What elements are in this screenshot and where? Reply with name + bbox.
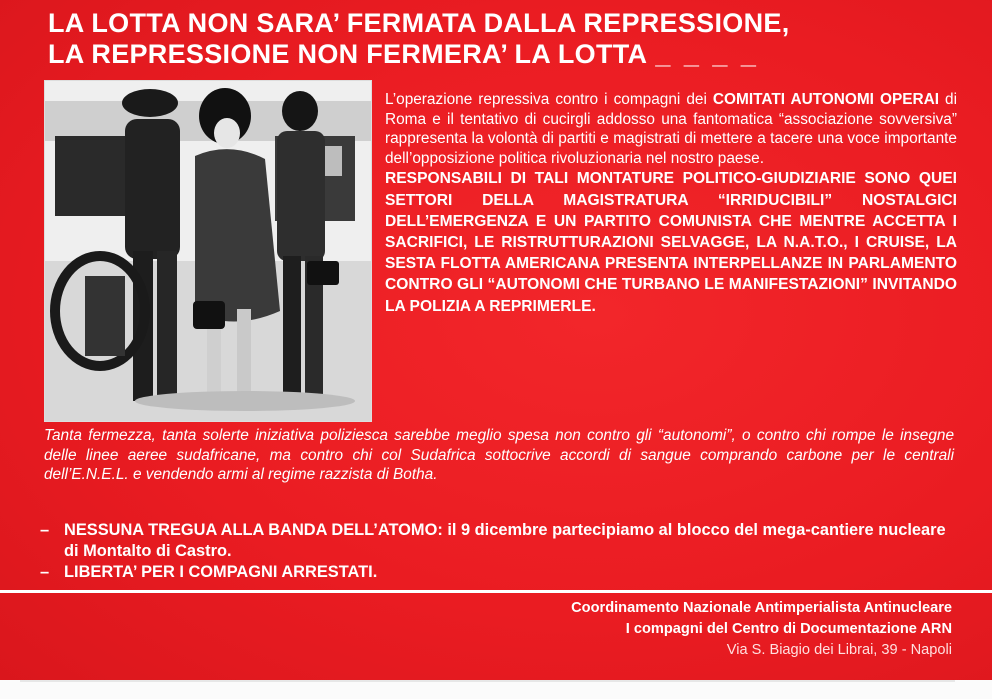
footer-address: Via S. Biagio dei Librai, 39 - Napoli (726, 642, 952, 658)
protest-photo (44, 80, 372, 422)
paragraph-caps: RESPONSABILI DI TALI MONTATURE POLITICO-GIUDIZIARIE SONO QUEI SETTORI DELLA MAGISTRATURA “IRRIDUCIBILI” NOSTALGICI DELL’EMERGENZA E UN PARTITO COMUNISTA CHE MENTRE ACCETTA I SACRIFICI, LE RISTRUTTURAZIONI SELVAGGE, LA N.A.T.O., I CRUISE, LA SESTA FLOTTA AMERICANA PRESENTA INTERPELLANZE IN PARLAMENTO CONTRO GLI “AUTONOMI CHE TURBANO LE MANIFESTAZIONI” INVITANDO LA POLIZIA A REPRIMERLE. (385, 170, 957, 315)
paper-edge (0, 680, 992, 699)
bullet-text: NESSUNA TREGUA ALLA BANDA DELL’ATOMO: il 9 dicembre partecipiamo al blocco del mega-cantiere nucleare di Montalto di Castro. (64, 521, 946, 560)
intro-text-2: di Roma e il tentativo di cucirgli addosso una fantomatica “associazione sovversiva” rappresenta la volontà di partiti e magistrati di mettere a tacere una voce importante dell’opposizione politica rivoluzionaria nel nostro paese. (385, 91, 958, 167)
bullet-list (40, 520, 960, 583)
divider (0, 590, 992, 593)
intro-text-1: L’operazione repressiva contro i compagni dei (385, 91, 713, 108)
footer-line-2: I compagni del Centro di Documentazione ARN (625, 621, 952, 637)
bullet-dash: – (40, 563, 50, 581)
headline-line-2-text: LA REPRESSIONE NON FERMERA’ LA LOTTA (48, 39, 648, 69)
footer-signature (571, 598, 952, 661)
headline (48, 8, 948, 70)
main-text-column (385, 90, 957, 317)
bullet-dash: – (40, 521, 50, 539)
bullet-item (40, 562, 960, 583)
headline-trailing-dashes: _ _ _ _ (655, 39, 759, 69)
paragraph-italic: Tanta fermezza, tanta solerte iniziativa poliziesca sarebbe meglio spesa non contro gli “autonomi”, o contro chi rompe le insegne delle linee aeree sudafricane, ma contro chi col Sudafrica sottocrive accordi di sangue comprando carbone per le centrali dell’E.N.E.L. e vendendo armi al regime razzista di Botha. (44, 427, 954, 484)
photo-illustration (45, 81, 371, 421)
intro-text-bold: COMITATI AUTONOMI OPERAI (712, 91, 939, 108)
headline-line-2 (48, 39, 948, 70)
paragraph-intro (385, 90, 957, 168)
bullet-item (40, 520, 960, 562)
headline-line-1: LA LOTTA NON SARA’ FERMATA DALLA REPRESSIONE, (48, 8, 790, 38)
footer-line-1: Coordinamento Nazionale Antimperialista Antinucleare (571, 600, 952, 616)
bullet-text: LIBERTA’ PER I COMPAGNI ARRESTATI. (64, 563, 378, 581)
